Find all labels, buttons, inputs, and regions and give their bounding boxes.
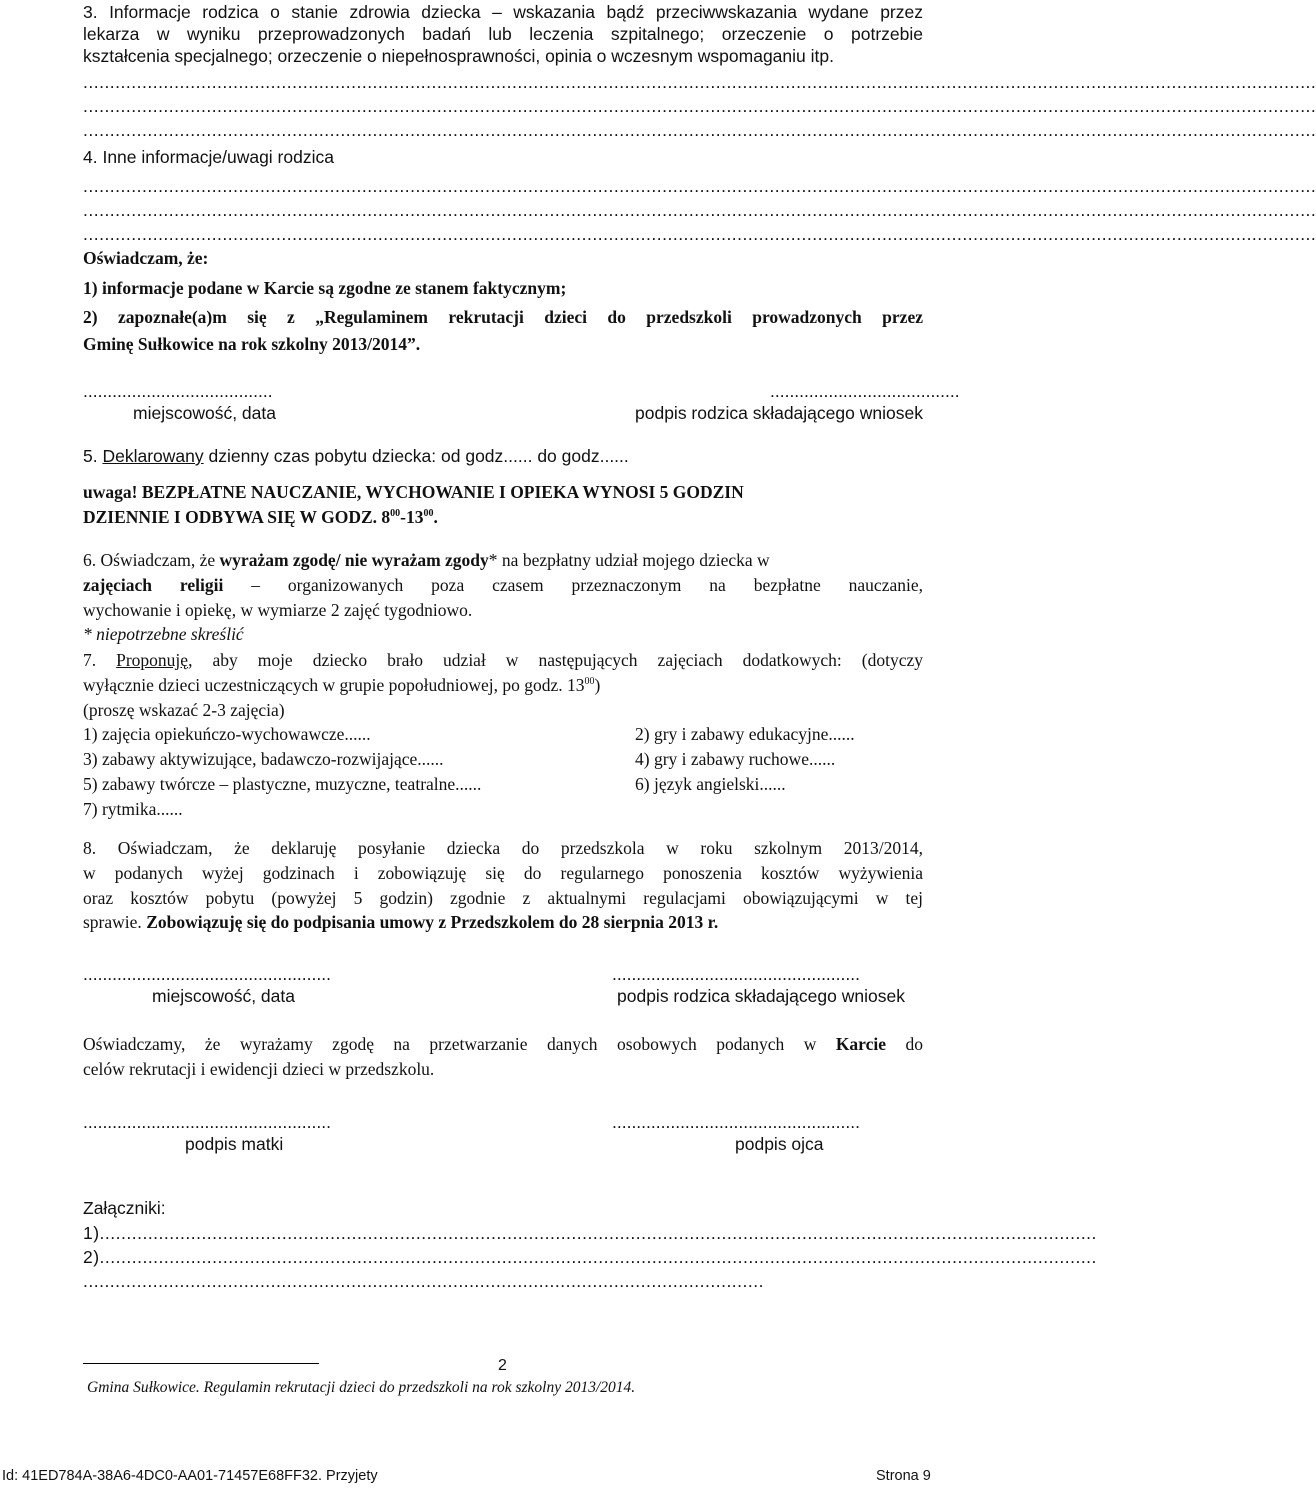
section3-line1: 3. Informacje rodzica o stanie zdrowia dziecka – wskazania bądź przeciwwskazania wydane przez (83, 2, 923, 22)
note-text: BEZPŁATNE NAUCZANIE, WYCHOWANIE I OPIEKA WYNOSI 5 GODZIN (141, 482, 744, 502)
section8-line3: oraz kosztów pobytu (powyżej 5 godzin) zgodnie z aktualnymi regulacjami obowiązującymi w tej (83, 888, 923, 908)
activity-option-6: 6) język angielski...... (635, 774, 786, 794)
declaration-item2-line1: 2) zapoznałe(a)m się z „Regulaminem rekrutacji dzieci do przedszkoli prowadzonych przez (83, 307, 923, 327)
consent-line1-pre: Oświadczamy, że wyrażamy zgodę na przetwarzanie danych osobowych podanych w (83, 1034, 836, 1054)
section4-dots-2: ...................................................................................................................................................................................................................................... (83, 200, 1316, 220)
note-line2 (83, 507, 923, 527)
section6-line3: wychowanie i opiekę, w wymiarze 2 zajęć tygodniowo. (83, 600, 473, 620)
section8-line2: w podanych wyżej godzinach i zobowiązuję się do regularnego ponoszenia kosztów wyżywienia (83, 863, 923, 883)
section3-line3: kształcenia specjalnego; orzeczenie o niepełnosprawności, opinia o wczesnym wspomaganiu itp. (83, 46, 834, 66)
activity-option-1: 1) zajęcia opiekuńczo-wychowawcze...... (83, 724, 371, 744)
section3-line2: lekarza w wyniku przeprowadzonych badań lub leczenia szpitalnego; orzeczenie o potrzebie (83, 24, 923, 44)
parent-signature-label-2: podpis rodzica składającego wniosek (617, 986, 905, 1006)
note-line2-mid: -13 (400, 507, 424, 527)
activity-option-2: 2) gry i zabawy edukacyjne...... (635, 724, 855, 744)
section5-line (83, 446, 923, 466)
section3-dots-3: ...................................................................................................................................................................................................................................... (83, 120, 1316, 140)
activity-option-7: 7) rytmika...... (83, 799, 183, 819)
section6-post: * na bezpłatny udział mojego dziecka w (488, 550, 770, 570)
section7-line1-rest: , aby moje dziecko brało udział w następujących zajęciach dodatkowych: (dotyczy (188, 650, 923, 670)
section6-footnote: * niepotrzebne skreślić (83, 624, 244, 644)
signature-dots-right-2: ................................................... (612, 964, 860, 984)
footer-text: Gmina Sułkowice. Regulamin rekrutacji dzieci do przedszkoli na rok szkolny 2013/2014. (87, 1379, 636, 1396)
activity-option-4: 4) gry i zabawy ruchowe...... (635, 749, 836, 769)
attachment-1: 1).......................................................................................................................................................................................... (83, 1223, 1097, 1243)
parent-signature-label: podpis rodzica składającego wniosek (635, 403, 923, 423)
section7-prefix: 7. (83, 650, 97, 670)
section3-dots-2: ...................................................................................................................................................................................................................................... (83, 96, 1316, 116)
section4-dots-3: ...................................................................................................................................................................................................................................... (83, 224, 1316, 244)
consent-card: Karcie (835, 1034, 887, 1054)
section8-line4-pre: sprawie. (83, 912, 147, 932)
declaration-title: Oświadczam, że: (83, 248, 209, 268)
note-line2-end: . (433, 507, 438, 527)
section6-consent-choice: wyrażam zgodę/ nie wyrażam zgody (219, 550, 489, 570)
page-label: Strona 9 (876, 1468, 931, 1484)
note-label: uwaga! (83, 482, 138, 502)
section4-title: 4. Inne informacje/uwagi rodzica (83, 147, 334, 167)
note-sup-end: 00 (423, 508, 434, 520)
attachment-3: ............................................................................................................................... (83, 1271, 764, 1291)
section3-dots-1: ...................................................................................................................................................................................................................................... (83, 72, 1316, 92)
father-signature-label: podpis ojca (735, 1134, 824, 1154)
section5-prefix: 5. (83, 446, 98, 466)
footnote-rule (83, 1363, 319, 1364)
declaration-item1: 1) informacje podane w Karcie są zgodne ze stanem faktycznym; (83, 278, 567, 298)
section8-line1: 8. Oświadczam, że deklaruję posyłanie dziecka do przedszkola w roku szkolnym 2013/2014, (83, 838, 923, 858)
consent-line1-post: do (886, 1034, 923, 1054)
section7-propose: Proponuję (116, 650, 189, 670)
section6-line1 (83, 550, 923, 570)
section7-line2-end: ) (594, 675, 601, 695)
section6-pre: 6. Oświadczam, że (83, 550, 220, 570)
attachments-title: Załączniki: (83, 1198, 166, 1218)
consent-line2: celów rekrutacji i ewidencji dzieci w przedszkolu. (83, 1059, 435, 1079)
note-line2-text: DZIENNIE I ODBYWA SIĘ W GODZ. 8 (83, 507, 391, 527)
activity-option-5: 5) zabawy twórcze – plastyczne, muzyczne, teatralne...... (83, 774, 482, 794)
section6-religion: zajęciach religii (83, 575, 224, 595)
signature-dots-left-2: ................................................... (83, 964, 331, 984)
section8-line4 (83, 912, 923, 932)
activity-option-3: 3) zabawy aktywizujące, badawczo-rozwijające...... (83, 749, 444, 769)
section7-line2 (83, 675, 923, 695)
section7-line1 (83, 650, 923, 670)
note-line1 (83, 482, 923, 502)
mother-signature-label: podpis matki (185, 1134, 284, 1154)
signature-dots-mother: ................................................... (83, 1112, 331, 1132)
place-date-label: miejscowość, data (133, 403, 276, 423)
section7-line3: (proszę wskazać 2-3 zajęcia) (83, 700, 285, 720)
signature-dots-left: ....................................... (83, 381, 273, 401)
place-date-label-2: miejscowość, data (152, 986, 295, 1006)
document-id: Id: 41ED784A-38A6-4DC0-AA01-71457E68FF32. Przyjety (2, 1468, 378, 1484)
consent-line1 (83, 1034, 923, 1054)
section8-obligation: Zobowiązuję się do podpisania umowy z Przedszkolem do 28 sierpnia 2013 r. (146, 912, 719, 932)
section5-text: dzienny czas pobytu dziecka: od godz...... do godz...... (208, 446, 629, 466)
signature-dots-right: ....................................... (770, 381, 960, 401)
section7-sup: 00 (584, 676, 595, 688)
section7-line2-text: wyłącznie dzieci uczestniczących w grupie popołudniowej, po godz. 13 (83, 675, 585, 695)
note-sup-start: 00 (390, 508, 401, 520)
declaration-item2-line2: Gminę Sułkowice na rok szkolny 2013/2014”. (83, 334, 421, 354)
attachment-2: 2).......................................................................................................................................................................................... (83, 1247, 1097, 1267)
section6-line2-rest: – organizowanych poza czasem przeznaczonym na bezpłatne nauczanie, (223, 575, 923, 595)
section5-declared: Deklarowany (102, 446, 204, 466)
page-number: 2 (498, 1357, 507, 1374)
signature-dots-father: ................................................... (612, 1112, 860, 1132)
section6-line2 (83, 575, 923, 595)
section4-dots-1: ...................................................................................................................................................................................................................................... (83, 176, 1316, 196)
